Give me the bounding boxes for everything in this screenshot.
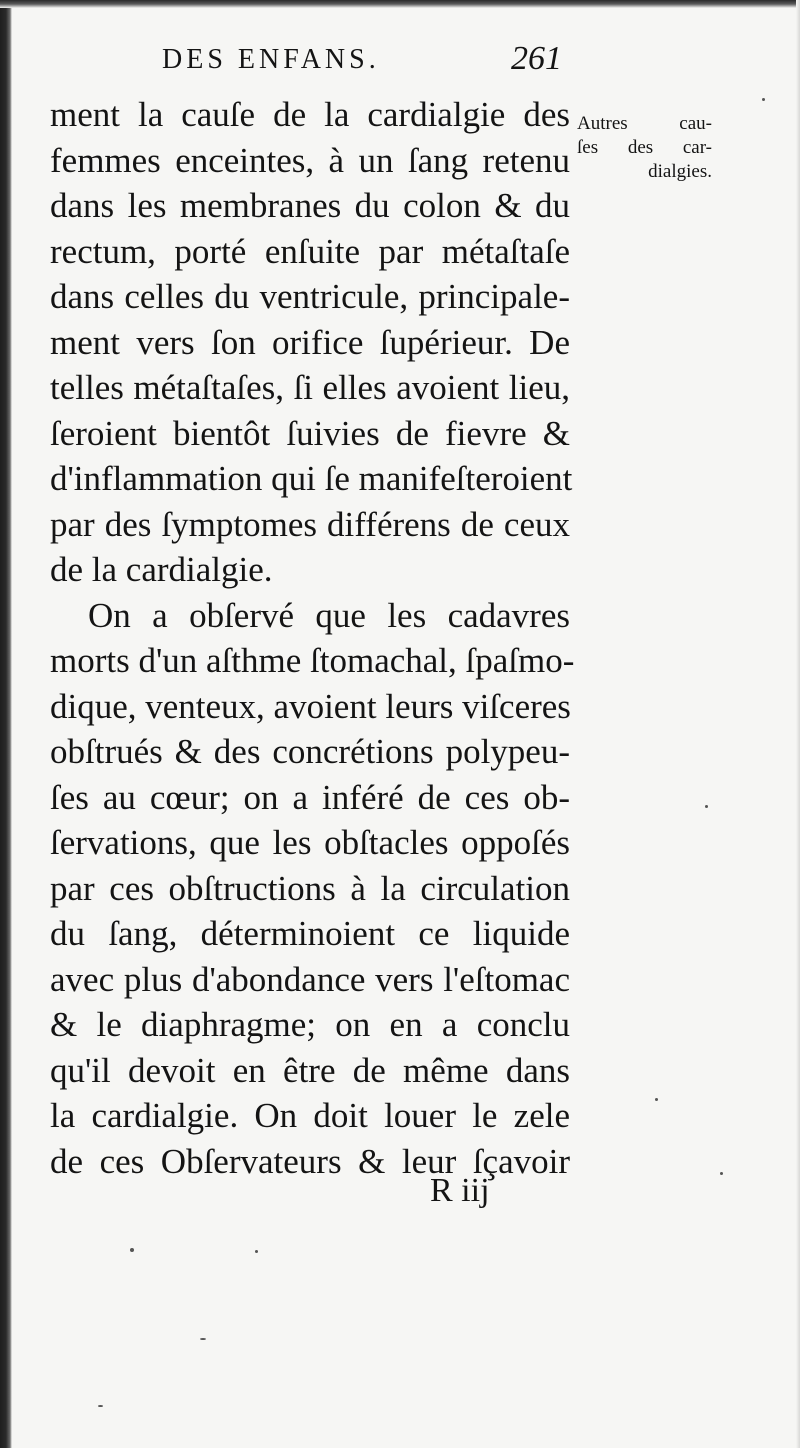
text-line: du ſang, déterminoient ce liquide	[50, 914, 570, 953]
scan-speck	[762, 98, 765, 101]
text-line: de la cardialgie.	[50, 550, 273, 589]
marginal-note-line: dialgies.	[648, 161, 712, 182]
running-head-title: DES ENFANS.	[162, 44, 380, 75]
text-line: ment la cauſe de la cardialgie des	[50, 95, 570, 134]
signature-mark: R iij	[430, 1172, 490, 1209]
text-line: dans les membranes du colon & du	[50, 186, 570, 225]
scan-edge-right	[796, 0, 800, 1448]
text-line: On a obſervé que les cadavres	[88, 595, 570, 635]
text-line: ſeroient bientôt ſuivies de fievre &	[50, 413, 570, 453]
body-text	[50, 92, 575, 1184]
text-line: d'inflammation qui ſe manifeſteroient	[50, 459, 573, 498]
text-line: par ces obſtructions à la circulation	[50, 868, 570, 908]
scan-speck	[98, 1405, 103, 1407]
marginal-note-line: ſes des car-	[577, 137, 712, 158]
text-line: de ces Obſervateurs & leur ſçavoir	[50, 1141, 570, 1181]
marginal-note	[577, 112, 712, 184]
text-line: rectum, porté enſuite par métaſtaſe	[50, 231, 570, 271]
text-line: ment vers ſon orifice ſupérieur. De	[50, 322, 570, 362]
text-line: la cardialgie. On doit louer le zele	[50, 1096, 570, 1135]
text-line: & le diaphragme; on en a conclu	[50, 1005, 570, 1044]
scan-edge-left	[0, 0, 12, 1448]
text-line: telles métaſtaſes, ſi elles avoient lieu,	[50, 368, 570, 407]
text-line: ſes au cœur; on a inféré de ces ob-	[50, 777, 570, 817]
text-line: obſtrués & des concrétions polypeu-	[50, 732, 570, 771]
scan-speck	[200, 1338, 206, 1340]
text-line: dans celles du ventricule, principale-	[50, 277, 570, 316]
text-line: morts d'un aſthme ſtomachal, ſpaſmo-	[50, 641, 575, 680]
scan-speck	[255, 1250, 258, 1253]
marginal-note-line: Autres cau-	[577, 113, 712, 134]
scan-speck	[720, 1172, 723, 1175]
text-line: par des ſymptomes différens de ceux	[50, 504, 570, 544]
text-line: femmes enceintes, à un ſang retenu	[50, 140, 570, 180]
text-line: dique, venteux, avoient leurs viſceres	[50, 686, 571, 726]
text-line: avec plus d'abondance vers l'eſtomac	[50, 959, 570, 999]
text-line: qu'il devoit en être de même dans	[50, 1050, 570, 1090]
scan-speck	[705, 805, 708, 808]
scan-edge-top	[0, 0, 800, 8]
scan-speck	[655, 1098, 658, 1101]
scan-speck	[130, 1248, 134, 1252]
text-line: ſervations, que les obſtacles oppoſés	[50, 823, 570, 862]
running-head	[162, 40, 562, 82]
page-number: 261	[511, 40, 562, 77]
